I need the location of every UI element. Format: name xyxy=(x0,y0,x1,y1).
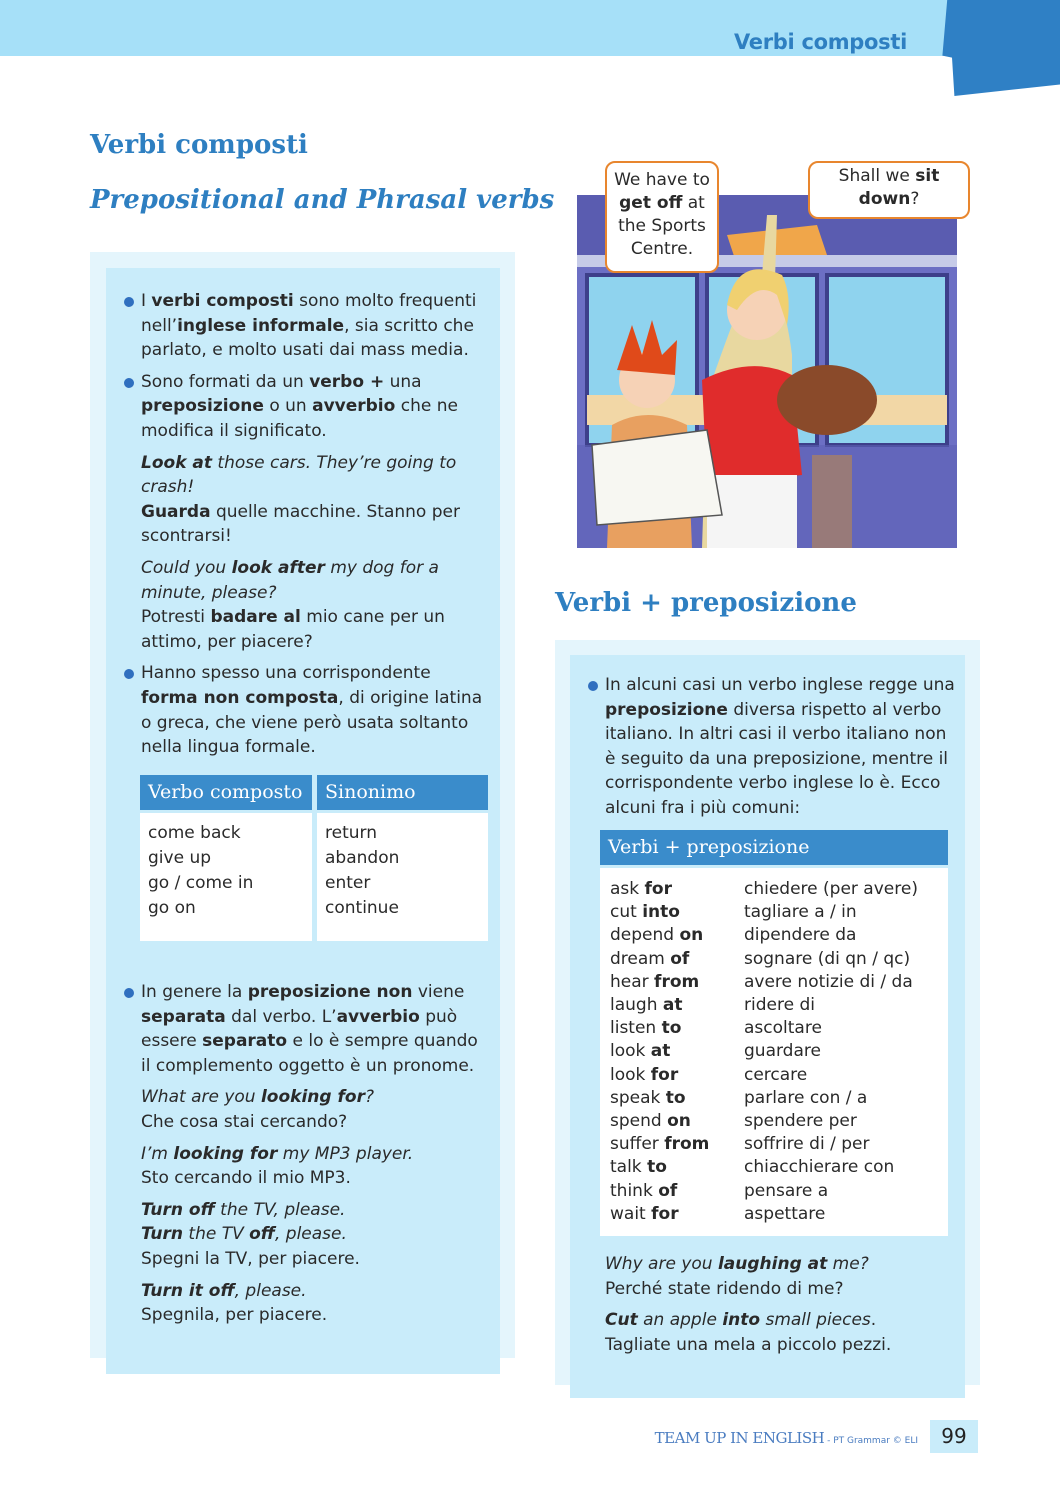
text-run: avverbio xyxy=(312,396,396,417)
text-run: quelle macchine. Stanno per scontrarsi! xyxy=(141,501,460,547)
text-run: Cut xyxy=(605,1310,638,1331)
text-run: Shall we xyxy=(838,166,916,186)
text-run: che ne modifica il significato. xyxy=(141,396,458,441)
bullet-paragraph xyxy=(141,370,486,444)
text-run: Spegni la TV, per piacere. xyxy=(141,1248,360,1269)
text-run: verbi composti xyxy=(151,291,294,311)
example-paragraph xyxy=(141,451,486,549)
text-run: spend xyxy=(610,1111,668,1132)
text-run: forma non composta xyxy=(141,687,339,708)
text-run: Look at xyxy=(141,452,213,473)
bullet-paragraph xyxy=(141,980,486,1078)
right-examples xyxy=(605,1252,955,1364)
text-run: my MP3 player. xyxy=(277,1143,414,1164)
text-run: looking for xyxy=(173,1143,278,1164)
table-cell: abandon xyxy=(325,848,400,868)
table-cell: give up xyxy=(148,848,212,868)
text-run: for xyxy=(651,1203,679,1224)
table-cell: go / come in xyxy=(148,873,254,893)
text-run: an apple xyxy=(637,1310,723,1331)
text-run: from xyxy=(664,1134,710,1155)
text-run: We have to xyxy=(614,170,710,190)
right-intro xyxy=(605,673,955,828)
translation-cell: soffrire di / per xyxy=(744,1134,870,1155)
verb-cell xyxy=(610,1064,744,1087)
text-run: inglese informale xyxy=(177,315,345,336)
text-run: down xyxy=(858,189,911,209)
table-header: Sinonimo xyxy=(317,775,488,810)
text-run: una xyxy=(384,371,422,392)
verb-cell xyxy=(610,1156,744,1179)
text-run: What are you xyxy=(141,1087,261,1108)
verb-cell xyxy=(610,1203,744,1226)
text-run: at xyxy=(662,995,683,1016)
text-run: looking for xyxy=(260,1087,365,1108)
table-column-compound xyxy=(140,775,312,941)
text-run: on xyxy=(667,1111,691,1132)
table-cell: go on xyxy=(148,898,196,918)
text-run: , please. xyxy=(234,1280,307,1301)
text-run: sono molto frequenti nell’ xyxy=(141,291,477,336)
text-run: dream xyxy=(610,948,671,969)
translation-cell: avere notizie di / da xyxy=(744,971,913,992)
synonym-table xyxy=(140,775,488,941)
text-run: può essere xyxy=(141,1006,458,1052)
text-run: Perché state ridendo di me? xyxy=(605,1278,844,1299)
text-run: separato xyxy=(202,1031,288,1052)
page-title: Verbi composti xyxy=(90,130,308,160)
translation-cell: spendere per xyxy=(744,1111,857,1132)
translation-cell: ascoltare xyxy=(744,1018,822,1039)
text-run: of xyxy=(670,948,690,969)
text-run: to xyxy=(647,1157,667,1178)
english-verbs-column xyxy=(610,878,744,1226)
text-run: preposizione xyxy=(141,396,264,417)
text-run: Centre. xyxy=(630,239,694,259)
text-run: on xyxy=(679,925,704,946)
text-run: those cars. They’re going to crash! xyxy=(141,452,457,498)
left-blocks xyxy=(141,289,486,767)
text-run: Could you xyxy=(141,557,232,578)
text-run: to xyxy=(661,1018,682,1039)
text-run: for xyxy=(644,879,672,899)
bullet-paragraph xyxy=(141,661,486,759)
translation-cell: sognare (di qn / qc) xyxy=(744,948,911,969)
example-paragraph xyxy=(141,556,486,654)
verb-cell xyxy=(610,1110,744,1133)
text-run: separata xyxy=(141,1006,226,1027)
text-run: listen xyxy=(610,1018,662,1039)
translation-cell: pensare a xyxy=(744,1180,829,1201)
speech-bubble-girl xyxy=(808,161,970,219)
text-run: the TV xyxy=(183,1224,250,1245)
text-run: , please. xyxy=(274,1224,347,1245)
series-name: TEAM UP IN ENGLISH xyxy=(654,1429,825,1447)
text-run: think xyxy=(610,1180,659,1201)
example-paragraph xyxy=(605,1252,955,1301)
table-body xyxy=(600,868,948,1236)
text-run: at xyxy=(650,1041,671,1062)
text-run: speak xyxy=(610,1087,666,1108)
text-run: o un xyxy=(263,396,313,417)
text-run: to xyxy=(665,1087,686,1108)
page-subtitle: Prepositional and Phrasal verbs xyxy=(90,185,555,215)
verbs-prepositions-table xyxy=(600,830,948,1236)
table-header: Verbo composto xyxy=(140,775,312,810)
translation-cell: dipendere da xyxy=(744,925,857,946)
text-run: at xyxy=(682,193,705,213)
text-run: talk xyxy=(610,1157,648,1178)
verb-cell xyxy=(610,924,744,947)
bullet-paragraph xyxy=(605,673,955,821)
left-blocks-2 xyxy=(141,980,486,1335)
bullet-paragraph xyxy=(141,289,486,363)
translation-cell: parlare con / a xyxy=(744,1087,868,1108)
verb-cell xyxy=(610,878,744,901)
text-run: I xyxy=(141,291,152,311)
text-run: preposizione xyxy=(605,699,728,720)
example-paragraph xyxy=(605,1308,955,1357)
verb-cell xyxy=(610,1040,744,1063)
text-run: preposizione non xyxy=(247,982,413,1002)
text-run: suffer xyxy=(610,1134,665,1155)
text-run: Hanno spesso una corrispondente xyxy=(141,663,431,684)
verb-cell xyxy=(610,1087,744,1110)
text-run: dal verbo. L’ xyxy=(225,1006,337,1027)
text-run: , di origine latina o greca, che viene però usata soltanto nella lingua formale. xyxy=(141,687,483,758)
text-run: Potresti xyxy=(141,607,211,628)
text-run: In alcuni casi un verbo inglese regge una xyxy=(605,675,955,695)
text-run: verbo + xyxy=(309,371,385,392)
table-cells xyxy=(140,813,312,941)
table-cell: come back xyxy=(148,823,241,843)
text-run: e lo è sempre quando il complemento oggetto è un pronome. xyxy=(141,1031,478,1076)
text-run: for xyxy=(650,1064,679,1085)
table-header: Verbi + preposizione xyxy=(600,830,948,865)
verb-cell xyxy=(610,1133,744,1156)
text-run: laugh xyxy=(610,995,663,1016)
example-paragraph xyxy=(141,1142,486,1191)
translation-cell: cercare xyxy=(744,1064,808,1085)
translation-cell: tagliare a / in xyxy=(744,902,857,923)
text-run: , sia scritto che parlato, e molto usati dai mass media. xyxy=(141,315,474,361)
text-run: look xyxy=(610,1041,651,1062)
verb-cell xyxy=(610,1017,744,1040)
text-run: Turn it off xyxy=(141,1280,235,1301)
text-run: cut xyxy=(610,902,643,923)
text-run: Spegnila, per piacere. xyxy=(141,1305,328,1326)
verb-cell xyxy=(610,1180,744,1203)
text-run: hear xyxy=(610,971,655,992)
text-run: look after xyxy=(231,557,325,578)
text-run: Sto cercando il mio MP3. xyxy=(141,1168,351,1189)
table-cells xyxy=(317,813,488,941)
example-paragraph xyxy=(141,1279,486,1328)
verb-cell xyxy=(610,901,744,924)
running-title: Verbi composti xyxy=(734,30,907,54)
verb-cell xyxy=(610,971,744,994)
table-cell: continue xyxy=(325,898,399,918)
text-run: me? xyxy=(827,1254,869,1274)
text-run: ? xyxy=(364,1087,374,1108)
text-run: of xyxy=(658,1180,678,1201)
text-run: badare al xyxy=(210,607,301,628)
text-run: my dog for a minute, please? xyxy=(141,557,439,603)
text-run: Why are you xyxy=(605,1254,718,1274)
text-run: diversa rispetto al verbo italiano. In altri casi il verbo italiano non è seguito da una preposizione, mentre il corrispondente verbo inglese lo è. Ecco alcuni fra i più comuni: xyxy=(605,699,949,818)
text-run: laughing at xyxy=(717,1254,828,1274)
text-run: Guarda xyxy=(141,501,211,522)
text-run: the TV, please. xyxy=(214,1199,346,1220)
text-run: I’m xyxy=(141,1143,174,1164)
text-run: wait xyxy=(610,1203,652,1224)
text-run: into xyxy=(722,1310,761,1331)
page-number: 99 xyxy=(930,1420,978,1453)
text-run: avverbio xyxy=(336,1006,420,1027)
section-title-verbs-prepositions: Verbi + preposizione xyxy=(555,588,857,618)
example-paragraph xyxy=(141,1085,486,1134)
translation-cell: chiedere (per avere) xyxy=(744,879,918,899)
text-run: Che cosa stai cercando? xyxy=(141,1111,348,1132)
text-run: mio cane per un attimo, per piacere? xyxy=(141,607,445,652)
table-cell: enter xyxy=(325,873,371,893)
text-run: viene xyxy=(412,982,465,1002)
text-run: small pieces xyxy=(760,1310,871,1331)
text-run: depend xyxy=(610,925,680,946)
italian-translations-column xyxy=(744,878,918,1226)
verb-cell xyxy=(610,948,744,971)
text-run: . xyxy=(870,1310,877,1331)
speech-bubble-boy xyxy=(605,161,719,273)
translation-cell: ridere di xyxy=(744,995,815,1016)
translation-cell: aspettare xyxy=(744,1203,826,1224)
text-run: sit xyxy=(915,166,940,186)
text-run: In genere la xyxy=(141,982,248,1002)
example-paragraph xyxy=(141,1198,486,1272)
table-column-synonym xyxy=(317,775,488,941)
table-cell: return xyxy=(325,823,377,843)
text-run: off xyxy=(249,1224,275,1245)
text-run: look xyxy=(610,1064,651,1085)
translation-cell: guardare xyxy=(744,1041,821,1062)
copyright: - PT Grammar © ELI xyxy=(824,1436,918,1446)
footer-credit xyxy=(655,1429,918,1447)
text-run: get off xyxy=(619,193,683,213)
text-run: ask xyxy=(610,879,645,899)
verb-cell xyxy=(610,994,744,1017)
text-run: Turn xyxy=(141,1224,183,1245)
header-corner-tab xyxy=(940,0,1060,96)
translation-cell: chiacchierare con xyxy=(744,1157,895,1178)
text-run: Tagliate una mela a piccolo pezzi. xyxy=(605,1334,892,1355)
text-run: from xyxy=(654,971,700,992)
text-run: Turn off xyxy=(141,1199,215,1220)
text-run: the Sports xyxy=(618,216,706,236)
text-run: ? xyxy=(910,189,920,209)
text-run: Sono formati da un xyxy=(141,371,310,392)
text-run: into xyxy=(642,902,680,923)
